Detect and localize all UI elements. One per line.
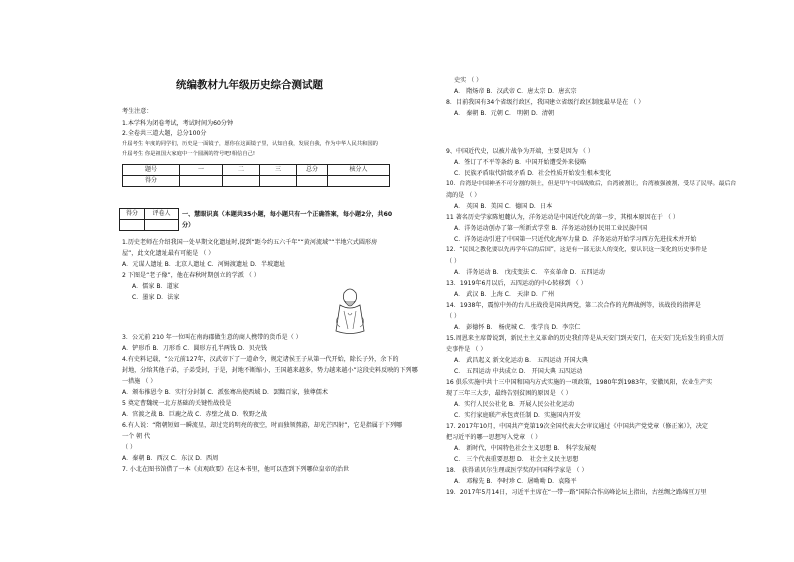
box-score-label: 得分 — [120, 209, 145, 220]
option-line: A．铲形币 B．刀形币 C．圆形方孔半两钱 D．贝壳钱 — [122, 345, 267, 352]
box-grader-label: 评卷人 — [145, 209, 179, 220]
option-line: A． 洋务运动 B． 戊戌变法 C． 辛亥革命 D．五四运动 — [454, 269, 605, 276]
question-line: 17. 2017年10月，中国共产党第19次全国代表大会审议通过《中国共产党党章（修正案）》，决定 — [446, 423, 709, 430]
option-line: A． 武昌起义 新文化运动 B． 五四运动 开国大典 — [454, 357, 588, 364]
question-line: 14．1938年，震惊中外的台儿庄战役是国共两党，第二次合作的光辉战例等，该战役的指挥是 — [446, 302, 701, 309]
option-line: A． 隋炀帝 B．汉武帝 C．唐太宗 D．唐玄宗 — [454, 88, 577, 95]
question-line: 2 下图是“老子像”，他在春秋时期创立的学派 （ ） — [122, 272, 260, 279]
option-line: A． 武汉 B．上海 C． 天津 D．广州 — [454, 291, 555, 298]
option-line: C．实行家庭联产承包责任制 D．实施国内开发 — [454, 412, 581, 419]
question-line: 7. 小北在图书馆借了一本《贞观政要》在这本书里，他可以查到下列哪位皇帝的治世 — [122, 466, 350, 473]
notice-line: 升届考生 你是祖国大家庭中一个圆满的符号吧!相信自己! — [122, 151, 256, 157]
option-line: C．洋务运动引进了中国第一只近代化海军力量 D．洋务运动开始学习西方先进技术并开始 — [454, 236, 697, 243]
score-cell — [223, 176, 260, 187]
question-line: 6.有人说：“隋朝短如一瞬流星，却过完的明亮的夜空，时而独领熬游，却光芒四射”，它是指属于下列哪 — [122, 422, 403, 429]
score-table-header: 三 — [260, 165, 297, 176]
option-line: C． 五四运动 中共成立 D． 开国大典 五四运动 — [454, 368, 583, 375]
question-line: 18． 获得诺贝尔生理或医学奖的中国科学家是 （ ） — [446, 467, 588, 474]
score-table-header: 总分 — [297, 165, 328, 176]
question-line: 19．2017年5月14日，习近平主席在“一带一路”国际合作高峰论坛上指出，古丝绸之路绵亘万里 — [446, 489, 707, 496]
score-cell — [297, 176, 328, 187]
notice-line: 1.本学科为闭卷考试，考试时间为60分钟 — [122, 120, 234, 127]
question-line: 13．1919年6月以后，五四运动的中心转移到 （ ） — [446, 280, 587, 287]
answer-bracket: （ ） — [446, 258, 461, 265]
option-line: C．民族矛盾取代阶级矛盾 D．社会性质开始发生根本变化 — [454, 170, 612, 177]
option-line: A．秦朝 B．西汉 C．东汉 D．西周 — [122, 455, 219, 462]
answer-bracket: （ ） — [446, 313, 461, 320]
question-line: 12．“民国之教化要以先再学年后的后国”，这是有一部无法人的变化，要认识这一变化的历史事件是 — [446, 247, 708, 253]
question-line: 9、中国近代史，以被片战争为开端，主要是因为 （ ） — [446, 148, 594, 155]
option-line: A． 英国 B．美国 C．德国 D．日本 — [454, 203, 553, 210]
question-line: 16 俱乐实施中共十三中国和国内方式实施的一项政策，1980年到1983年，安徽凤阳，农业生产实 — [446, 379, 713, 386]
question-line: 8．目前我国有34个省级行政区，我国建立省级行政区制度最早是在 （ ） — [446, 99, 645, 106]
question-line: 4.有史料记载，“公元前127年，汉武帝下了一道命令，规定诸侯王子从第一代开始，除长子外，余下的 — [122, 356, 399, 363]
score-table-header: 二 — [223, 165, 260, 176]
score-cell — [328, 176, 390, 187]
notice-heading: 考生注意： — [122, 108, 153, 115]
question-line: 一个 朝 代 — [122, 433, 151, 440]
score-table-row-label: 得分 — [123, 176, 180, 187]
question-line: 一措施 （ ） — [122, 378, 157, 385]
answer-bracket: （ ） — [122, 444, 137, 451]
question-line: 屋”，此文化遗址最有可能是 （ ） — [122, 250, 215, 257]
option-line: A．实行人民公社化 B．开展人民公社化运动 — [454, 401, 574, 408]
option-line: A．洋务运动创办了第一所新式学堂 B．洋务运动创办民用工业民族中国 — [454, 225, 648, 232]
question-line: 现了三年三大步，最终告别贫困的原因是 （ ） — [446, 390, 572, 397]
laozi-portrait-icon — [330, 283, 370, 335]
question-line: 11 著名历史学家陈旭麓认为，洋务运动是中国近代化的第一步，其根本原因在于 （ ） — [446, 214, 679, 221]
question-line: 史实 （ ） — [454, 77, 483, 84]
option-line: A． 新时代，中国特色社会主义思想 B． 科学发展观 — [454, 445, 597, 452]
score-cell — [145, 220, 179, 231]
score-table-header: 核分人 — [328, 165, 390, 176]
option-line: A． 彭德怀 B． 杨虎城 C． 张学良 D．李宗仁 — [454, 324, 581, 331]
option-line: A． 秦朝 B．元朝 C． 明朝 D．清朝 — [454, 110, 555, 117]
question-line: 3．公元前 210 年一位叫在南海郡做生意的商人携带的货币是（ ） — [122, 334, 302, 341]
section1-score-box — [119, 208, 179, 231]
question-line: 5 奠定曹魏统一北方基础的关键性战役是 — [122, 400, 232, 407]
section1-heading: 一、慧眼识真（本题共35小题，每小题只有一个正确答案，每小题2分，共60 — [182, 211, 393, 218]
option-line: A． 邓稼先 B．李时珍 C．屠呦呦 D．袁隆平 — [454, 478, 577, 485]
option-line: A．官渡之战 B．巨鹿之战 C．赤壁之战 D．牧野之战 — [122, 411, 267, 418]
option-line: A．儒家 B．道家 — [132, 283, 179, 290]
option-line: A．颁布推恩令 B．实行分封制 C．派张骞出使西域 D．罢黜百家，独尊儒术 — [122, 389, 328, 396]
notice-line: 2.全卷共三道大题，总分100分 — [122, 130, 207, 137]
option-line: A．元谋人遗址 B．北京人遗址 C．河姆渡遗址 D．半坡遗址 — [122, 261, 286, 268]
score-cell — [120, 220, 145, 231]
question-line: 湾的是 （ ） — [446, 192, 481, 199]
score-table-header: 一 — [180, 165, 223, 176]
option-line: C．墨家 D．法家 — [132, 294, 180, 301]
question-line: 把习近平的哪一思想写入党章 （ ） — [446, 434, 542, 441]
score-cell — [260, 176, 297, 187]
question-line: 封地，分给其他子弟，子弟受封，于是，封地不断缩小，王国越来越多，势力越来越小”这段史料反映的下列哪 — [122, 367, 418, 374]
score-table-header: 题号 — [123, 165, 180, 176]
question-line: 1.历史老师在介绍我国一处早期文化遗址时,提到“距今约五六千年”“黄河流域”“半地穴式圆形房 — [122, 239, 378, 246]
option-line: C． 三个代表重要思想 D． 社会主义民主思想 — [454, 456, 579, 463]
score-cell — [180, 176, 223, 187]
question-line: 10．台湾是中国神圣不可分割的领土，但是甲午中国战败后，台湾被割让，台湾被强被割，受尽了民辱。最后台 — [446, 181, 737, 187]
question-line: 15.周恩来主席曾说到，新民主主义革命的历史我们等是从天安门到天安门，在天安门先后发生的重大历 — [446, 335, 724, 342]
question-line: 史事件是 （ ） — [446, 346, 487, 353]
score-table — [122, 164, 390, 187]
section1-heading-cont: 分） — [182, 222, 195, 229]
exam-title: 统编教材九年级历史综合测试题 — [176, 79, 323, 91]
option-line: A．签订了不平等条约 B．中国开始遭受外来侵略 — [454, 159, 587, 166]
notice-line: 升届考生 年度的同学们，历史是一面镜子，愿你在这面镜子里，认知自我，发展自我，作为中华人民共和国的 — [122, 141, 378, 147]
